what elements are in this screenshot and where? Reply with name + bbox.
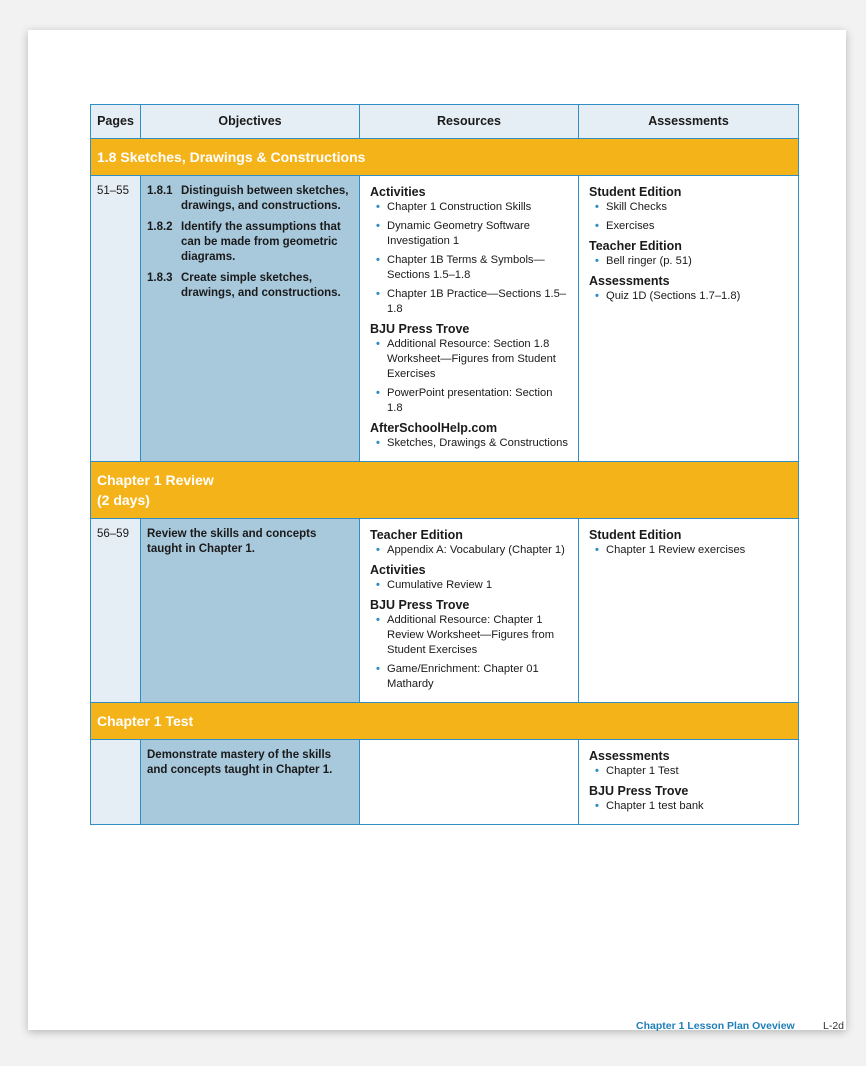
assessment-group: Assessments • Chapter 1 Test [589, 748, 788, 779]
assessment-item: • Bell ringer (p. 51) [589, 254, 788, 269]
resources-cell [360, 740, 579, 825]
section-header-row [91, 139, 799, 176]
assessment-item: • Quiz 1D (Sections 1.7–1.8) [589, 289, 788, 304]
assessments-cell [579, 519, 799, 703]
resource-item: • Additional Resource: Chapter 1 Review Worksheet—Figures from Student Exercises [370, 613, 568, 658]
resources-cell [360, 176, 579, 462]
pages-cell: 56–59 [91, 519, 141, 703]
section-title: Chapter 1 Test [91, 703, 799, 740]
resource-item: • Game/Enrichment: Chapter 01 Mathardy [370, 662, 568, 692]
resource-item: • Sketches, Drawings & Constructions [370, 436, 568, 451]
assessment-group: Assessments • Quiz 1D (Sections 1.7–1.8) [589, 273, 788, 304]
header-pages: Pages [91, 105, 141, 139]
footer-title: Chapter 1 Lesson Plan Oveview [636, 1020, 795, 1032]
section-header-row [91, 462, 799, 519]
objectives-cell [141, 176, 360, 462]
pages-cell [91, 740, 141, 825]
objective-item: 1.8.1 Distinguish between sketches, drawings, and constructions. [147, 185, 349, 212]
resource-group: BJU Press Trove • Additional Resource: Chapter 1 Review Worksheet—Figures from Student Exercises • Game/Enrichment: Chapter 01 Mathardy [370, 597, 568, 692]
resource-item: • Chapter 1B Practice—Sections 1.5–1.8 [370, 287, 568, 317]
section-content-row [91, 176, 799, 462]
resource-group: BJU Press Trove • Additional Resource: Section 1.8 Worksheet—Figures from Student Exercises • PowerPoint presentation: Section 1.8 [370, 321, 568, 416]
resources-cell [360, 519, 579, 703]
section-title: 1.8 Sketches, Drawings & Constructions [91, 139, 799, 176]
header-row [91, 105, 799, 139]
assessments-cell [579, 740, 799, 825]
assessment-item: • Chapter 1 Test [589, 764, 788, 779]
section-title: Chapter 1 Review (2 days) [91, 462, 799, 519]
resource-item: • Cumulative Review 1 [370, 578, 568, 593]
objectives-cell: Demonstrate mastery of the skills and concepts taught in Chapter 1. [141, 740, 360, 825]
header-objectives: Objectives [141, 105, 360, 139]
assessment-group: Student Edition • Skill Checks • Exercises [589, 184, 788, 234]
header-resources: Resources [360, 105, 579, 139]
page-number: L-2d [823, 1020, 845, 1032]
resource-group: Teacher Edition • Appendix A: Vocabulary (Chapter 1) [370, 527, 568, 558]
resource-item: • Dynamic Geometry Software Investigation 1 [370, 219, 568, 249]
objective-item: 1.8.3 Create simple sketches, drawings, and constructions. [147, 272, 341, 299]
resource-group: Activities • Cumulative Review 1 [370, 562, 568, 593]
resource-item: • Chapter 1B Terms & Symbols—Sections 1.5–1.8 [370, 253, 568, 283]
assessment-item: • Chapter 1 Review exercises [589, 543, 788, 558]
assessment-item: • Skill Checks [589, 200, 788, 215]
lesson-plan-table [90, 104, 799, 825]
section-header-row [91, 703, 799, 740]
assessment-item: • Chapter 1 test bank [589, 799, 788, 814]
pages-cell: 51–55 [91, 176, 141, 462]
assessment-group: Student Edition • Chapter 1 Review exercises [589, 527, 788, 558]
resource-item: • PowerPoint presentation: Section 1.8 [370, 386, 568, 416]
section-content-row [91, 519, 799, 703]
header-assessments: Assessments [579, 105, 799, 139]
section-content-row [91, 740, 799, 825]
assessment-group: BJU Press Trove • Chapter 1 test bank [589, 783, 788, 814]
resource-group: Activities • Chapter 1 Construction Skills • Dynamic Geometry Software Investigation 1 • Chapter 1B Terms & Symbols—Sections 1.5–1.8 • Chapter 1B Practice—Sections 1.5–1.8 [370, 184, 568, 317]
objectives-cell: Review the skills and concepts taught in Chapter 1. [141, 519, 360, 703]
assessments-cell [579, 176, 799, 462]
resource-item: • Additional Resource: Section 1.8 Worksheet—Figures from Student Exercises [370, 337, 568, 382]
resource-group: AfterSchoolHelp.com • Sketches, Drawings & Constructions [370, 420, 568, 451]
assessment-group: Teacher Edition • Bell ringer (p. 51) [589, 238, 788, 269]
objective-item: 1.8.2 Identify the assumptions that can be made from geometric diagrams. [147, 221, 341, 263]
resource-item: • Chapter 1 Construction Skills [370, 200, 568, 215]
assessment-item: • Exercises [589, 219, 788, 234]
document-page [28, 30, 846, 1030]
resource-item: • Appendix A: Vocabulary (Chapter 1) [370, 543, 568, 558]
